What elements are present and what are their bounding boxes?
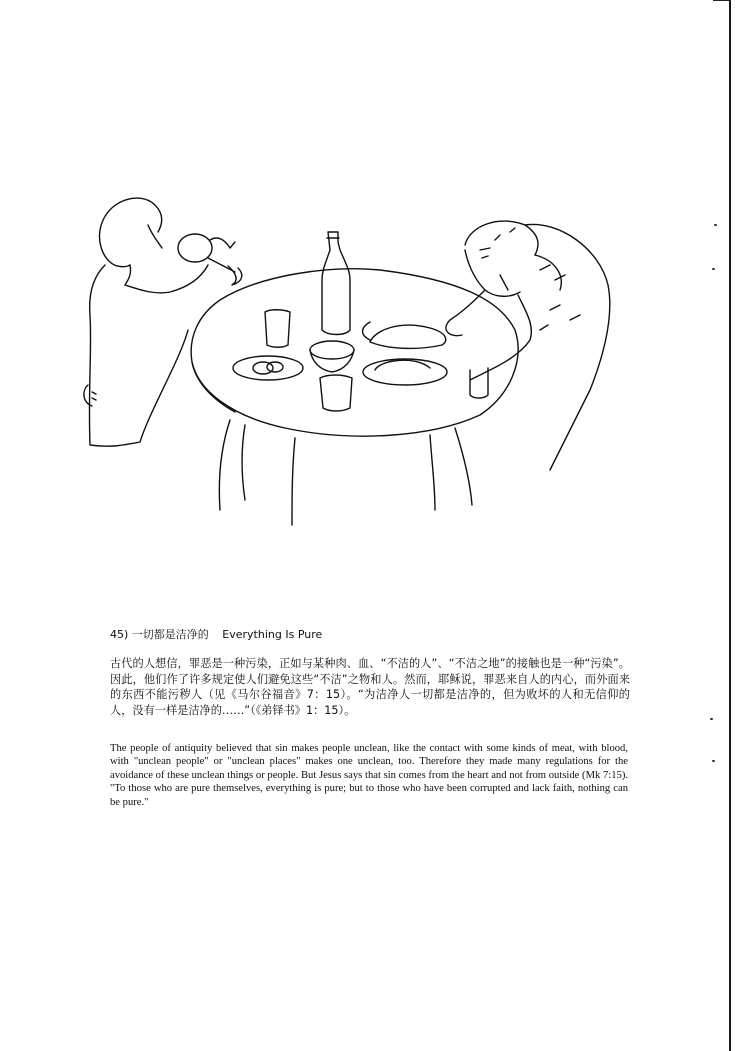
table-scene-illustration xyxy=(70,180,630,540)
margin-mark xyxy=(714,224,717,226)
page-edge xyxy=(729,0,731,1051)
man-drinking-figure xyxy=(84,198,242,446)
margin-mark xyxy=(712,760,715,762)
paragraph-english: The people of antiquity believed that sin makes people unclean, like the contact with some kinds of meat, with blood, with "unclean people" or "unclean places" makes one unclean, too. Therefore they made many regulations for the avoidance of these unclean things or people. But Jesus says that sin comes from the heart and not from outside (Mk 7:15). "To those who are pure themselves, everything is pure; but to those who have been corrupted and lack faith, nothing can be pure." xyxy=(110,743,628,808)
margin-mark xyxy=(710,718,713,720)
caption-title-english: Everything Is Pure xyxy=(222,628,323,641)
figure-caption xyxy=(110,628,630,642)
caption-title-chinese: 一切都是洁净的 xyxy=(131,628,209,641)
round-table xyxy=(191,269,518,525)
table-items xyxy=(233,310,447,411)
caption-number: 45) xyxy=(110,628,129,641)
paragraph-chinese: 古代的人想信，罪恶是一种污染，正如与某种肉、血、“不洁的人”、“不洁之地”的接触也是一种“污染”。因此，他们作了许多规定使人们避免这些“不洁”之物和人。然而，耶稣说，罪恶来自人的内心，而外面来的东西不能污秽人（见《马尔谷福音》7：15）。“为洁净人一切都是洁净的，但为败坏的人和无信仰的人，没有一样是洁净的……”（《弟铎书》1：15）。 xyxy=(110,657,630,717)
margin-mark xyxy=(712,268,715,270)
man-smoking-figure xyxy=(446,221,610,470)
wine-bottle xyxy=(322,232,350,335)
